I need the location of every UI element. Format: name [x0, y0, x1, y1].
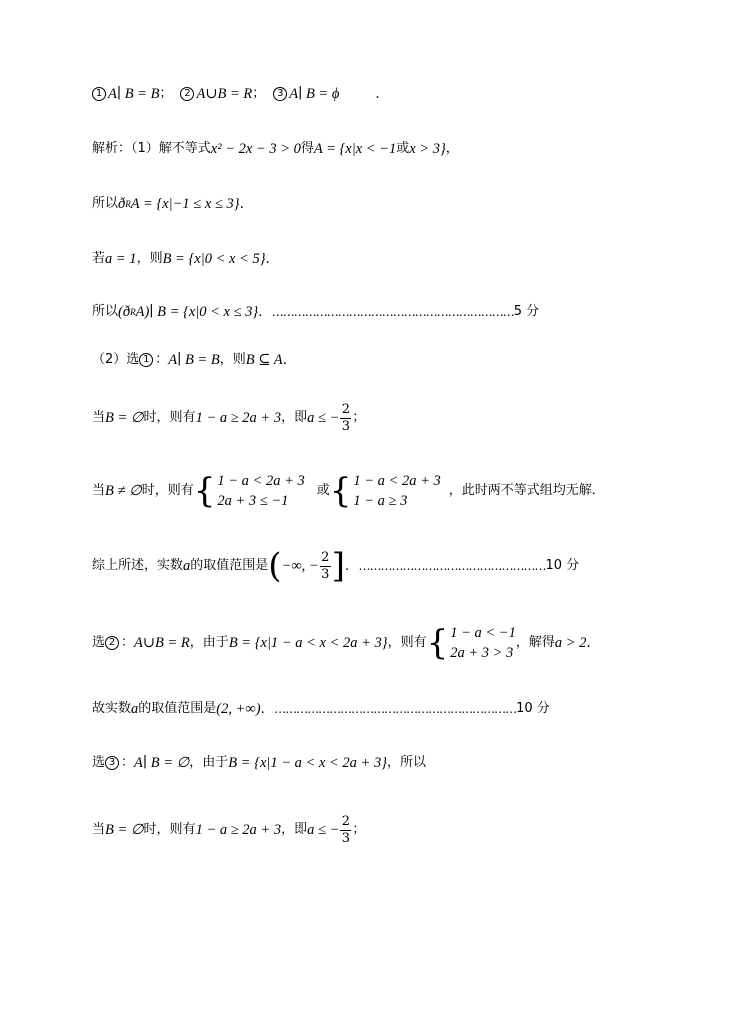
text: 的取值范围是	[190, 558, 269, 573]
dot-leader: …………………………………………………………	[274, 702, 517, 716]
circled-number-2: 2	[105, 636, 119, 650]
expr: A∣ B = B	[108, 86, 160, 102]
text: ，所以	[387, 755, 427, 770]
text: ；	[352, 822, 366, 837]
expr-subscript: R	[130, 307, 136, 317]
text: 选	[92, 635, 106, 650]
text: ；	[252, 86, 266, 101]
expr: B ≠ ∅	[105, 483, 142, 499]
close-bracket: ]	[331, 546, 345, 586]
expr: A∣ B = ϕ	[289, 86, 340, 102]
expr: 1 − a < −1	[450, 625, 516, 641]
numerator: 2	[321, 549, 330, 565]
brace: {	[426, 623, 449, 663]
line-10	[92, 622, 591, 664]
text: ，由于	[189, 755, 229, 770]
expr: x > 3}	[409, 141, 446, 157]
line-12	[92, 754, 426, 772]
text: ，由于	[189, 635, 229, 650]
expr: ð	[118, 196, 126, 212]
line-1	[92, 85, 380, 103]
expr: A∪B = R	[196, 86, 253, 102]
line-7	[92, 398, 365, 438]
expr: (ð	[118, 304, 131, 320]
numerator: 2	[341, 401, 350, 417]
expr: 1 − a < 2a + 3	[353, 473, 441, 489]
circled-number-1: 1	[92, 87, 106, 101]
text: 若	[92, 251, 106, 266]
text: ，	[445, 141, 459, 156]
expr: 2a + 3 > 3	[450, 645, 514, 661]
text: .	[586, 635, 591, 651]
line-4	[92, 250, 270, 268]
score: 10 分	[516, 701, 550, 716]
line-6	[92, 351, 287, 369]
system-a	[194, 472, 305, 510]
circled-number-3: 3	[273, 87, 287, 101]
expr: B = {x|1 − a < x < 2a + 3}	[228, 635, 388, 651]
line-5	[92, 303, 539, 321]
text: 时，则有	[141, 483, 194, 498]
numerator: 2	[341, 813, 350, 829]
score: 10 分	[545, 558, 580, 573]
line-8	[92, 470, 605, 512]
text: 选	[92, 755, 106, 770]
expr: a ≤ −	[307, 410, 340, 426]
expr: A = {x|−1 ≤ x ≤ 3}	[130, 196, 240, 212]
expr: A∣ B = ∅	[134, 755, 190, 771]
expr: B = {x|0 < x < 5}	[162, 251, 266, 267]
circled-number-2: 2	[180, 87, 194, 101]
expr: B = {x|1 − a < x < 2a + 3}	[228, 755, 388, 771]
expr-subscript: R	[125, 199, 131, 209]
text: ，即	[281, 822, 308, 837]
expr: 2a + 3 ≤ −1	[217, 493, 289, 509]
denominator: 3	[341, 830, 350, 846]
text: ；	[159, 86, 173, 101]
dot-leader: ……………………………………………	[358, 559, 546, 573]
text: ，则	[219, 352, 246, 367]
text: 得	[300, 141, 314, 156]
expr: a ≤ −	[307, 822, 340, 838]
text: 时，则有	[143, 410, 196, 425]
expr: B = ∅	[105, 822, 144, 838]
text: ：	[121, 635, 135, 650]
text: ，则	[136, 251, 163, 266]
fraction	[320, 551, 331, 582]
text: .	[265, 251, 270, 267]
text: 当	[92, 822, 106, 837]
expr: A = {x|x < −1	[313, 141, 397, 157]
text: 解析：（1）解不等式	[92, 141, 211, 156]
expr: B = ∅	[105, 410, 144, 426]
expr: B ⊆ A	[245, 352, 283, 368]
line-3	[92, 195, 244, 213]
text: .	[282, 352, 287, 368]
text: ，即	[281, 410, 308, 425]
text: 所以	[92, 196, 119, 211]
system-b	[330, 472, 441, 510]
text: 的取值范围是	[138, 701, 217, 716]
score: 5 分	[513, 304, 540, 319]
text: ：	[155, 352, 169, 367]
text: 当	[92, 410, 106, 425]
open-paren: (	[268, 546, 282, 586]
text: 时，则有	[143, 822, 196, 837]
text: 当	[92, 483, 106, 498]
denominator: 3	[341, 418, 350, 434]
text: ．	[344, 558, 359, 574]
text: ；	[352, 410, 366, 425]
expr: 1 − a ≥ 3	[353, 493, 408, 509]
text: .	[239, 196, 244, 212]
brace: {	[329, 471, 352, 511]
dot-leader: …………………………………………………………	[271, 305, 514, 319]
expr: a	[183, 558, 191, 574]
expr: a	[131, 701, 139, 717]
brace: {	[193, 471, 216, 511]
text: 或	[316, 483, 330, 498]
line-9	[92, 546, 579, 586]
text: （2）选	[92, 352, 140, 367]
text: ，则有	[387, 635, 427, 650]
system	[427, 624, 516, 662]
line-2	[92, 140, 459, 158]
text: ：	[121, 755, 135, 770]
expr: a > 2	[554, 635, 587, 651]
expr: 1 − a < 2a + 3	[217, 473, 305, 489]
expr: a = 1	[105, 251, 137, 267]
text: ．	[260, 701, 275, 717]
text: ，此时两不等式组均无解．	[448, 483, 605, 498]
expr: −∞, −	[281, 558, 319, 574]
circled-number-1: 1	[139, 353, 153, 367]
text: 或	[396, 141, 410, 156]
denominator: 3	[321, 566, 330, 582]
expr: (2, +∞)	[216, 701, 261, 717]
text: 故实数	[92, 701, 132, 716]
text: 综上所述，实数	[92, 558, 184, 573]
expr: A∪B = R	[134, 635, 190, 651]
expr: x² − 2x − 3 > 0	[210, 141, 301, 157]
text: .	[375, 86, 380, 102]
fraction	[340, 815, 351, 846]
fraction	[340, 403, 351, 434]
expr: 1 − a ≥ 2a + 3	[195, 410, 282, 426]
line-11	[92, 700, 550, 718]
text: ，解得	[515, 635, 555, 650]
circled-number-3: 3	[105, 756, 119, 770]
line-13	[92, 810, 365, 850]
text: 所以	[92, 304, 119, 319]
expr: A∣ B = B	[168, 352, 220, 368]
text: ．	[258, 304, 272, 320]
expr: 1 − a ≥ 2a + 3	[195, 822, 282, 838]
expr: A)∣ B = {x|0 < x ≤ 3}	[135, 304, 259, 320]
